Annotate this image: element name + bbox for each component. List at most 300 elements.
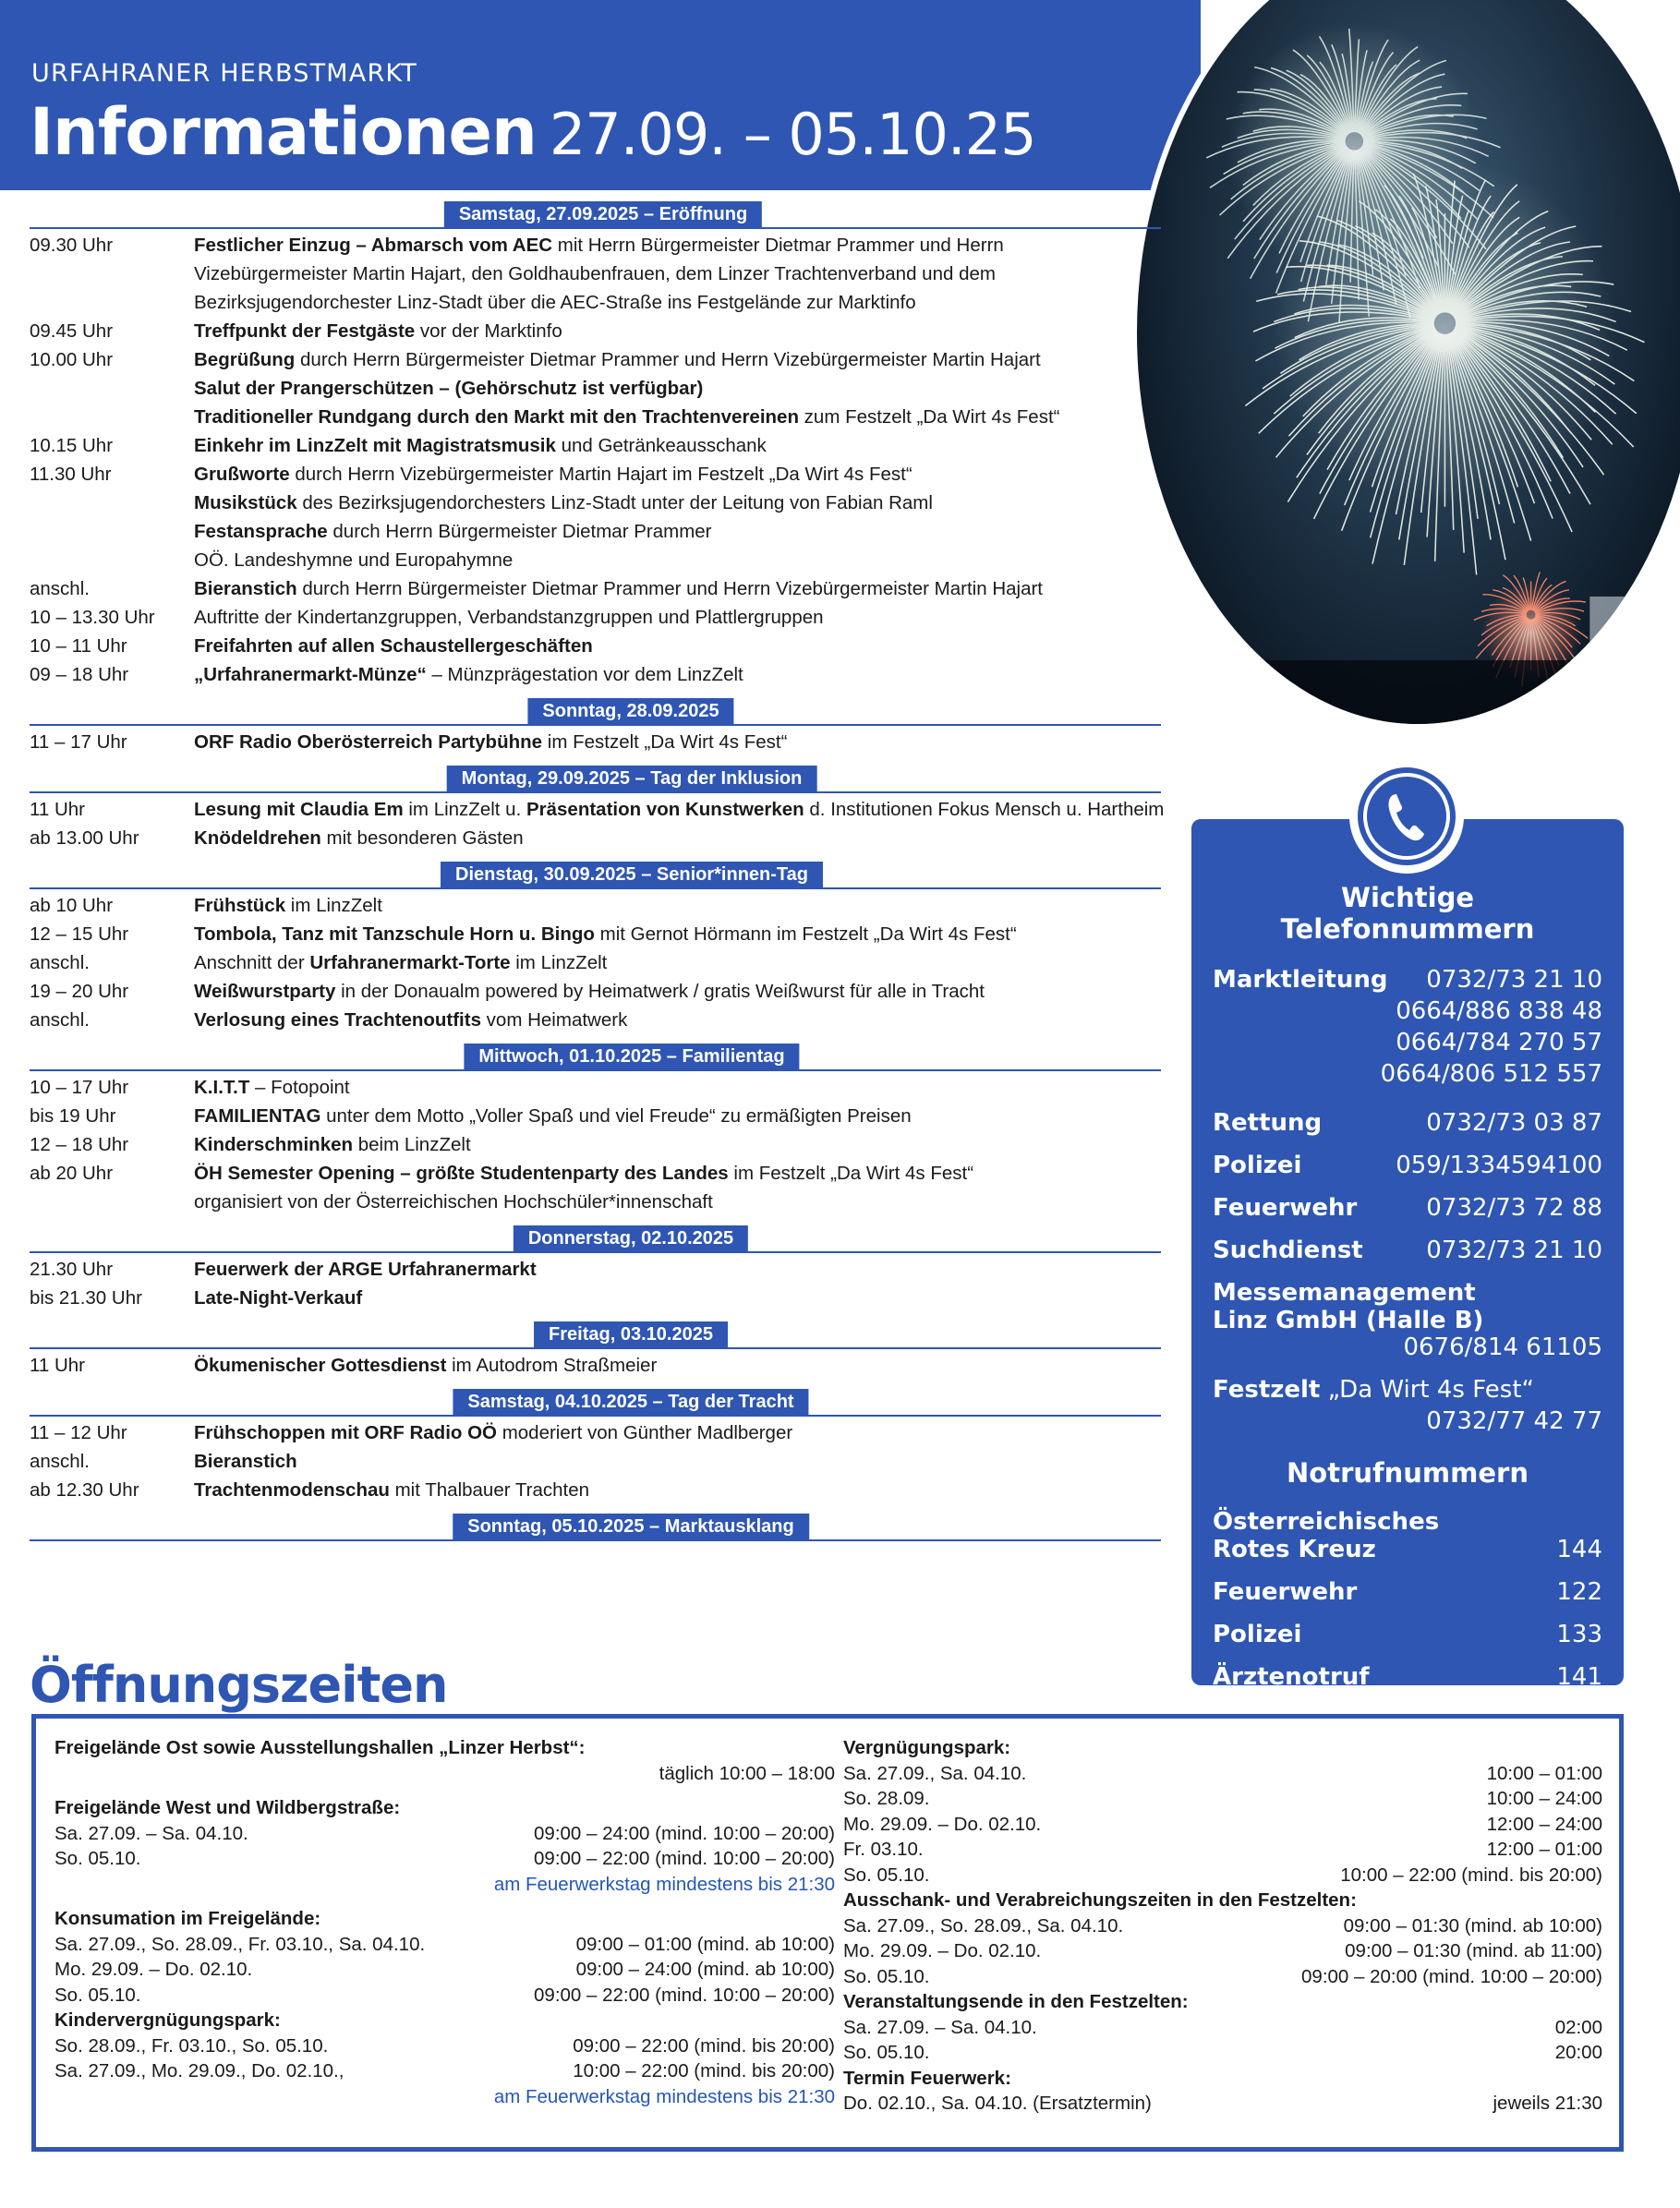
phone-row-rettung — [1213, 1107, 1602, 1139]
hours-label: So. 05.10. — [843, 2042, 930, 2063]
event-description — [194, 431, 1161, 460]
hours-row — [843, 1761, 1602, 1787]
event-description — [194, 977, 1161, 1006]
hours-value: 10:00 – 01:00 — [1486, 1762, 1602, 1784]
hours-value: 12:00 – 24:00 — [1486, 1813, 1602, 1835]
event-text: Vizebürgermeister Martin Hajart, den Goldhaubenfrauen, dem Linzer Trachtenverband und dem — [194, 263, 996, 284]
event-description — [194, 317, 1161, 345]
day-block — [30, 1387, 1161, 1504]
event-text: des Bezirksjugendorchesters Linz-Stadt unter der Leitung von Fabian Raml — [296, 492, 933, 513]
hours-label: So. 28.09. — [843, 1788, 930, 1809]
event-row — [30, 795, 1165, 824]
event-row — [30, 1351, 1161, 1380]
hours-label: So. 28.09., Fr. 03.10., So. 05.10. — [54, 2034, 329, 2057]
hours-row — [54, 2058, 835, 2084]
day-pill: Dienstag, 30.09.2025 – Senior*innen-Tag — [441, 862, 823, 888]
event-highlight: Begrüßung — [194, 349, 296, 370]
event-text: moderiert von Günther Madlberger — [497, 1422, 793, 1443]
event-highlight: ORF Radio Oberösterreich Partybühne — [194, 731, 543, 753]
event-time — [30, 374, 194, 403]
event-description — [194, 660, 1161, 689]
hours-value: 09:00 – 22:00 (mind. 10:00 – 20:00) — [534, 1984, 835, 2006]
hours-value: 09:00 – 20:00 (mind. 10:00 – 20:00) — [1301, 1965, 1602, 1987]
day-pill: Samstag, 27.09.2025 – Eröffnung — [444, 201, 762, 228]
event-highlight: Frühschoppen mit ORF Radio OÖ — [194, 1422, 497, 1443]
event-text: vom Heimatwerk — [480, 1009, 628, 1031]
event-text: OÖ. Landeshymne und Europahymne — [194, 549, 514, 571]
hours-label: Mo. 29.09. – Do. 02.10. — [843, 1940, 1042, 1961]
event-time: anschl. — [30, 1451, 90, 1472]
spacer — [54, 1897, 835, 1906]
event-description — [194, 345, 1161, 374]
event-description — [194, 1006, 1161, 1034]
hours-row — [843, 1837, 1602, 1863]
hours-value: 09:00 – 22:00 (mind. bis 20:00) — [573, 2034, 835, 2057]
hours-row — [843, 1812, 1602, 1838]
hours-label: Sa. 27.09., Sa. 04.10. — [843, 1762, 1027, 1784]
phone-row-polizei — [1213, 1150, 1602, 1181]
event-description — [194, 1159, 1161, 1188]
event-highlight: FAMILIENTAG — [194, 1105, 321, 1127]
day-header — [30, 696, 1161, 728]
day-header — [30, 1042, 1161, 1073]
event-text: vor der Marktinfo — [415, 320, 562, 342]
event-description — [194, 1130, 1161, 1159]
day-pill: Samstag, 04.10.2025 – Tag der Tracht — [453, 1389, 808, 1416]
hours-value: 09:00 – 24:00 (mind. 10:00 – 20:00) — [534, 1822, 835, 1844]
hours-label: Fr. 03.10. — [843, 1839, 924, 1860]
phone-number: 0664/784 270 57 — [1396, 1029, 1602, 1056]
event-row — [30, 546, 1161, 574]
event-description — [194, 948, 1161, 977]
day-pill: Donnerstag, 02.10.2025 — [514, 1225, 748, 1252]
event-time: bis 19 Uhr — [30, 1105, 116, 1127]
event-text: beim LinzZelt — [353, 1134, 471, 1155]
phone-heading-line2: Telefonnummern — [1280, 913, 1535, 945]
phone-row-notruf-polizei — [1213, 1619, 1602, 1650]
hours-section-heading: Freigelände Ost sowie Ausstellungshallen „Linzer Herbst“: — [54, 1737, 586, 1758]
event-row — [30, 1102, 1161, 1130]
event-text: d. Institutionen Fokus Mensch u. Hartheim — [804, 799, 1165, 820]
hours-row — [54, 1846, 835, 1872]
day-header — [30, 1320, 1161, 1351]
event-highlight: Feuerwerk der ARGE Urfahranermarkt — [194, 1259, 537, 1280]
header-band — [0, 0, 1201, 190]
event-row — [30, 431, 1161, 460]
event-time: ab 20 Uhr — [30, 1163, 114, 1184]
event-description — [194, 1476, 1161, 1504]
event-text: – Münzprägestation vor dem LinzZelt — [426, 664, 743, 685]
hours-label: So. 05.10. — [54, 1984, 141, 2006]
hours-section-heading: Ausschank- und Verabreichungszeiten in den Festzelten: — [843, 1889, 1357, 1911]
event-row — [30, 345, 1161, 374]
hours-label: Sa. 27.09., Mo. 29.09., Do. 02.10., — [54, 2060, 344, 2081]
event-time — [30, 288, 194, 317]
event-time: ab 12.30 Uhr — [30, 1479, 139, 1501]
event-text: und Getränkeausschank — [555, 435, 767, 456]
event-description — [194, 1447, 1161, 1476]
hours-value: 09:00 – 22:00 (mind. 10:00 – 20:00) — [534, 1848, 835, 1869]
event-text: mit Gernot Hörmann im Festzelt „Da Wirt 4s Fest“ — [594, 923, 1017, 945]
fireworks-graphic — [1137, 0, 1680, 724]
hours-row — [843, 2091, 1602, 2117]
event-row — [30, 660, 1161, 689]
kicker: URFAHRANER HERBSTMARKT — [31, 59, 417, 88]
phone-label: Ärztenotruf — [1213, 1663, 1370, 1691]
phone-number: 0732/73 21 10 — [1426, 1237, 1602, 1264]
day-block — [30, 860, 1161, 1034]
event-highlight: Treffpunkt der Festgäste — [194, 320, 416, 342]
event-time: 10.15 Uhr — [30, 435, 114, 456]
event-description — [194, 546, 1161, 574]
phone-row-messe — [1213, 1279, 1602, 1334]
event-row — [30, 1073, 1161, 1102]
event-row — [30, 948, 1161, 977]
event-time: 09 – 18 Uhr — [30, 664, 129, 685]
event-row — [30, 489, 1161, 517]
phone-number: 059/1334594100 — [1396, 1152, 1602, 1179]
event-text: mit besonderen Gästen — [320, 827, 524, 849]
event-time — [30, 1188, 194, 1216]
event-time: 11 – 12 Uhr — [30, 1422, 127, 1443]
phone-number: 0664/806 512 557 — [1380, 1060, 1602, 1088]
phone-number: 144 — [1556, 1536, 1602, 1563]
day-block — [30, 1512, 1161, 1543]
phone-number: 122 — [1556, 1578, 1602, 1606]
day-block — [30, 764, 1165, 852]
event-description — [194, 288, 1161, 317]
hours-row — [843, 1964, 1602, 1990]
event-text: im Festzelt „Da Wirt 4s Fest“ — [542, 731, 788, 753]
event-description — [194, 1418, 1161, 1447]
event-highlight: Trachtenmodenschau — [194, 1479, 390, 1501]
opening-hours-title: Öffnungszeiten — [30, 1656, 448, 1714]
phone-label: Österreichisches — [1213, 1508, 1440, 1536]
event-time: 10.00 Uhr — [30, 349, 114, 370]
opening-hours-box — [31, 1714, 1624, 2152]
hours-value: jeweils 21:30 — [1493, 2093, 1602, 2114]
event-text: im LinzZelt — [285, 895, 382, 916]
hours-value: täglich 10:00 – 18:00 — [659, 1762, 835, 1784]
hours-row — [54, 1761, 835, 1787]
hours-value: 09:00 – 01:30 (mind. ab 11:00) — [1345, 1940, 1602, 1961]
hours-row — [843, 1786, 1602, 1812]
event-description — [194, 1188, 1161, 1216]
event-text: in der Donaualm powered by Heimatwerk / gratis Weißwurst für alle in Tracht — [335, 981, 985, 1002]
phone-label: Polizei — [1213, 1621, 1302, 1648]
event-row — [30, 574, 1161, 603]
event-row — [30, 977, 1161, 1006]
event-highlight: Grußworte — [194, 464, 290, 485]
event-row — [30, 1159, 1161, 1188]
hours-label: So. 05.10. — [843, 1864, 930, 1886]
day-header — [30, 1224, 1161, 1255]
event-time: 12 – 15 Uhr — [30, 923, 129, 945]
hours-section-heading: Konsumation im Freigelände: — [54, 1908, 321, 1929]
event-text: Bezirksjugendorchester Linz-Stadt über die AEC-Straße ins Festgelände zur Marktinfo — [194, 292, 916, 313]
hours-label: Sa. 27.09. – Sa. 04.10. — [843, 2016, 1037, 2038]
event-row — [30, 259, 1161, 288]
spacer — [54, 1786, 835, 1795]
event-row — [30, 1447, 1161, 1476]
event-row — [30, 1255, 1161, 1284]
event-highlight: Kinderschminken — [194, 1134, 354, 1155]
event-row — [30, 288, 1161, 317]
hours-row — [54, 2033, 835, 2059]
event-time: 12 – 18 Uhr — [30, 1134, 129, 1155]
event-time: anschl. — [30, 1009, 90, 1031]
phone-label: Feuerwehr — [1213, 1194, 1358, 1222]
event-description — [194, 231, 1161, 259]
event-text: durch Herrn Bürgermeister Dietmar Prammer und Herrn Vizebürgermeister Martin Hajart — [296, 578, 1044, 599]
event-row — [30, 1284, 1161, 1312]
event-text: zum Festzelt „Da Wirt 4s Fest“ — [798, 406, 1060, 428]
day-header — [30, 1512, 1161, 1543]
event-description — [194, 1073, 1161, 1102]
event-description — [194, 1284, 1161, 1312]
event-description — [194, 728, 1161, 756]
hours-section-heading: Kindervergnügungspark: — [54, 2009, 281, 2031]
event-time: ab 13.00 Uhr — [30, 827, 139, 849]
phone-row-notruf-feuerwehr — [1213, 1576, 1602, 1608]
event-highlight: Verlosung eines Trachtenoutfits — [194, 1009, 481, 1031]
event-time: 11 – 17 Uhr — [30, 731, 127, 753]
day-pill: Freitag, 03.10.2025 — [534, 1321, 728, 1348]
event-highlight: Bieranstich — [194, 578, 297, 599]
event-row — [30, 403, 1161, 431]
event-time — [30, 489, 194, 517]
day-pill: Mittwoch, 01.10.2025 – Familientag — [464, 1044, 799, 1070]
hours-label: Mo. 29.09. – Do. 02.10. — [54, 1959, 253, 1980]
hours-value: 10:00 – 24:00 — [1486, 1788, 1602, 1809]
phone-label: Polizei — [1213, 1152, 1302, 1179]
hours-section-heading: Vergnügungspark: — [843, 1737, 1011, 1758]
event-highlight: Festlicher Einzug – Abmarsch vom AEC — [194, 235, 553, 256]
event-highlight: Musikstück — [194, 492, 297, 513]
hours-value: 09:00 – 24:00 (mind. ab 10:00) — [575, 1959, 835, 1980]
event-text: durch Herrn Bürgermeister Dietmar Prammer und Herrn Vizebürgermeister Martin Hajart — [295, 349, 1041, 370]
phone-number: 0732/73 72 88 — [1426, 1194, 1602, 1222]
event-text: durch Herrn Vizebürgermeister Martin Hajart im Festzelt „Da Wirt 4s Fest“ — [289, 464, 913, 485]
event-description — [194, 460, 1161, 489]
event-highlight: Frühstück — [194, 895, 286, 916]
event-time: 10 – 11 Uhr — [30, 635, 127, 657]
event-row — [30, 317, 1161, 345]
event-text: mit Herrn Bürgermeister Dietmar Prammer und Herrn — [552, 235, 1004, 256]
event-time: 11.30 Uhr — [30, 464, 112, 485]
event-row — [30, 1006, 1161, 1034]
hours-label: Sa. 27.09. – Sa. 04.10. — [54, 1822, 248, 1844]
event-time: 11 Uhr — [30, 799, 86, 820]
event-highlight: Bieranstich — [194, 1451, 297, 1472]
event-row — [30, 374, 1161, 403]
day-block — [30, 1320, 1161, 1380]
hours-value: 09:00 – 01:30 (mind. ab 10:00) — [1343, 1914, 1602, 1937]
hours-value: 20:00 — [1554, 2042, 1602, 2063]
phone-label: Marktleitung — [1213, 966, 1388, 994]
day-block — [30, 1224, 1161, 1312]
event-text: Anschnitt der — [194, 952, 310, 973]
event-time: 10 – 17 Uhr — [30, 1077, 129, 1098]
phone-label: Messemanagement — [1213, 1279, 1476, 1307]
event-time — [30, 403, 194, 431]
event-text: organisiert von der Österreichischen Hochschüler*innenschaft — [194, 1191, 713, 1213]
event-highlight: Weißwurstparty — [194, 981, 336, 1002]
day-pill: Sonntag, 28.09.2025 — [527, 698, 733, 725]
event-text: im Autodrom Straßmeier — [446, 1355, 658, 1376]
event-time: 19 – 20 Uhr — [30, 981, 129, 1002]
day-header — [30, 1387, 1161, 1418]
hours-row — [843, 1938, 1602, 1964]
phone-label: Festzelt — [1213, 1376, 1321, 1404]
event-row — [30, 891, 1161, 920]
event-highlight: Einkehr im LinzZelt mit Magistratsmusik — [194, 435, 556, 456]
event-highlight: Salut der Prangerschützen – (Gehörschutz ist verfügbar) — [194, 378, 704, 399]
event-row — [30, 517, 1161, 546]
event-row — [30, 1130, 1161, 1159]
day-pill: Sonntag, 05.10.2025 – Marktausklang — [453, 1514, 809, 1540]
phone-numbers-box — [1191, 819, 1624, 1691]
hours-label: Mo. 29.09. – Do. 02.10. — [843, 1813, 1042, 1835]
event-row — [30, 603, 1161, 632]
event-row — [30, 1188, 1161, 1216]
event-description — [194, 259, 1161, 288]
hours-row — [54, 1821, 835, 1847]
event-description — [194, 574, 1161, 603]
event-text: im LinzZelt — [510, 952, 608, 973]
hours-value: 09:00 – 01:00 (mind. ab 10:00) — [575, 1933, 835, 1955]
title-dates: 27.09. – 05.10.25 — [549, 101, 1036, 168]
hours-section-heading: Veranstaltungsende in den Festzelten: — [843, 1991, 1189, 2012]
event-description — [194, 920, 1161, 948]
event-row — [30, 824, 1161, 852]
event-time: 09.45 Uhr — [30, 320, 114, 342]
event-highlight: Lesung mit Claudia Em — [194, 799, 404, 820]
hours-section-heading: Termin Feuerwerk: — [843, 2067, 1011, 2089]
event-description — [194, 824, 1161, 852]
phone-number: 133 — [1556, 1621, 1602, 1648]
day-pill: Montag, 29.09.2025 – Tag der Inklusion — [447, 766, 817, 792]
phone-row-aerztenotruf — [1213, 1661, 1602, 1693]
phone-label: Linz GmbH (Halle B) — [1213, 1307, 1484, 1334]
event-time: ab 10 Uhr — [30, 895, 114, 916]
hours-value: 02:00 — [1554, 2016, 1602, 2038]
event-description — [194, 517, 1161, 546]
event-row — [30, 920, 1161, 948]
event-row — [30, 1476, 1161, 1504]
event-time — [30, 517, 194, 546]
event-row — [30, 460, 1161, 489]
event-text: unter dem Motto „Voller Spaß und viel Freude“ zu ermäßigten Preisen — [320, 1105, 912, 1127]
event-text: Auftritte der Kindertanzgruppen, Verbandstanzgruppen und Plattlergruppen — [194, 607, 824, 628]
day-header — [30, 764, 1161, 795]
hours-row — [843, 1863, 1602, 1888]
event-time: anschl. — [30, 952, 90, 973]
phone-number: 0664/886 838 48 — [1396, 997, 1602, 1025]
event-description — [194, 489, 1161, 517]
phone-heading-line1: Wichtige — [1341, 882, 1474, 913]
phone-number: 0732/73 21 10 — [1426, 966, 1602, 994]
hours-note: am Feuerwerkstag mindestens bis 21:30 — [493, 2085, 835, 2107]
event-description — [194, 1351, 1161, 1380]
phone-row-festzelt — [1213, 1374, 1602, 1406]
hours-row — [54, 1932, 835, 1958]
event-highlight: Traditioneller Rundgang durch den Markt mit den Trachtenvereinen — [194, 406, 799, 428]
hours-row — [54, 1983, 835, 2009]
day-block — [30, 199, 1161, 689]
event-highlight: Festansprache — [194, 521, 328, 542]
page-title — [30, 94, 1036, 170]
hours-label: Sa. 27.09., So. 28.09., Fr. 03.10., Sa. 04.10. — [54, 1933, 426, 1955]
phone-row-marktleitung — [1213, 964, 1602, 995]
event-highlight: Tombola, Tanz mit Tanzschule Horn u. Bingo — [194, 923, 595, 945]
day-header — [30, 199, 1161, 231]
event-text: durch Herrn Bürgermeister Dietmar Prammer — [327, 521, 712, 542]
event-text: im LinzZelt u. — [403, 799, 526, 820]
hours-value: 10:00 – 22:00 (mind. bis 20:00) — [1340, 1864, 1602, 1886]
event-time: 09.30 Uhr — [30, 235, 114, 256]
event-schedule — [30, 196, 1165, 1550]
event-highlight: Knödeldrehen — [194, 827, 321, 849]
phone-label: Feuerwehr — [1213, 1578, 1358, 1606]
hours-note: am Feuerwerkstag mindestens bis 21:30 — [493, 1873, 835, 1895]
event-row — [30, 632, 1161, 660]
event-highlight: Ökumenischer Gottesdienst — [194, 1355, 447, 1376]
opening-hours-right-column — [843, 1735, 1602, 2117]
day-block — [30, 696, 1161, 756]
day-header — [30, 860, 1161, 891]
fireworks-photo — [1131, 0, 1680, 730]
event-time: 10 – 13.30 Uhr — [30, 607, 155, 628]
event-highlight: ÖH Semester Opening – größte Studentenparty des Landes — [194, 1163, 729, 1184]
event-highlight: Freifahrten auf allen Schaustellergeschäften — [194, 635, 593, 657]
phone-row-rotes-kreuz — [1213, 1508, 1602, 1563]
phone-number: 141 — [1556, 1663, 1602, 1691]
phone-row-suchdienst — [1213, 1235, 1602, 1266]
event-description — [194, 403, 1161, 431]
event-description — [194, 632, 1161, 660]
event-time: anschl. — [30, 578, 90, 599]
event-description — [194, 891, 1161, 920]
phone-label-name: „Da Wirt 4s Fest“ — [1320, 1376, 1534, 1404]
event-text: mit Thalbauer Trachten — [389, 1479, 590, 1501]
opening-hours-left-column — [54, 1735, 835, 2109]
event-description — [194, 1102, 1161, 1130]
hours-value: 12:00 – 01:00 — [1486, 1839, 1602, 1860]
event-description — [194, 795, 1164, 824]
hours-row — [843, 2040, 1602, 2066]
phone-number: 0732/73 03 87 — [1426, 1109, 1602, 1137]
hours-label: So. 05.10. — [843, 1965, 930, 1987]
event-description — [194, 603, 1161, 632]
phone-label: Rettung — [1213, 1109, 1323, 1137]
phone-icon — [1349, 759, 1464, 874]
notruf-heading: Notrufnummern — [1287, 1457, 1529, 1489]
phone-label: Suchdienst — [1213, 1237, 1363, 1264]
event-highlight: Präsentation von Kunstwerken — [526, 799, 804, 820]
event-time: 21.30 Uhr — [30, 1259, 114, 1280]
event-description — [194, 374, 1161, 403]
event-row — [30, 728, 1161, 756]
event-text: – Fotopoint — [249, 1077, 350, 1098]
event-highlight: Urfahranermarkt-Torte — [309, 952, 511, 973]
day-block — [30, 1042, 1161, 1216]
event-row — [30, 231, 1161, 259]
event-description — [194, 1255, 1161, 1284]
event-time: bis 21.30 Uhr — [30, 1287, 142, 1309]
hours-label: Sa. 27.09., So. 28.09., Sa. 04.10. — [843, 1914, 1124, 1937]
event-time — [30, 259, 194, 288]
